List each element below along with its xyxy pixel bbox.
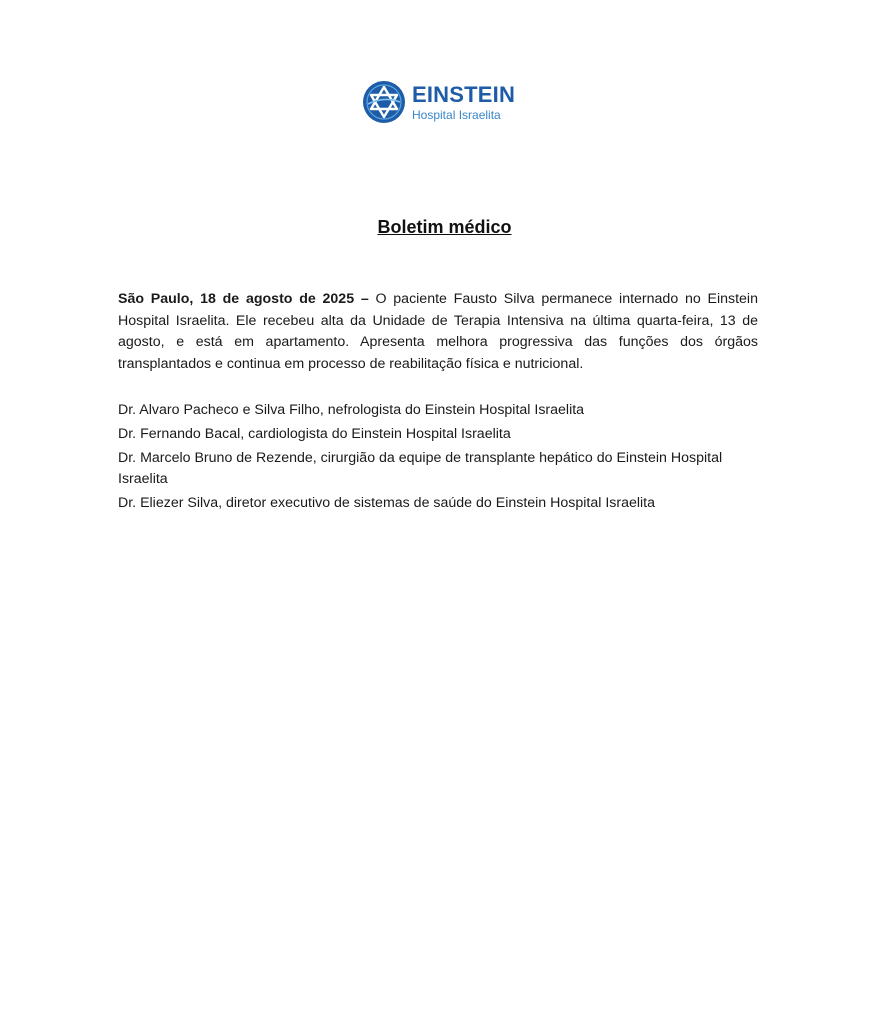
- einstein-logo: [362, 80, 515, 124]
- signature-line: Dr. Fernando Bacal, cardiologista do Einstein Hospital Israelita: [118, 426, 511, 442]
- signature-list: [118, 400, 758, 517]
- signature-line: Dr. Marcelo Bruno de Rezende, cirurgião da equipe de transplante hepático do Einstein Hospital Israelita: [118, 450, 723, 487]
- logo-subtitle: Hospital Israelita: [412, 107, 501, 122]
- logo-name: EINSTEIN: [412, 81, 516, 107]
- bulletin-paragraph: [118, 289, 758, 375]
- signature-line: Dr. Eliezer Silva, diretor executivo de sistemas de saúde do Einstein Hospital Israelita: [118, 495, 656, 511]
- page-title: Boletim médico: [377, 217, 512, 237]
- bulletin-body: O paciente Fausto Silva permanece internado no Einstein Hospital Israelita. Ele recebeu alta da Unidade de Terapia Intensiva na última quarta-feira, 13 de agosto, e está em apartamento. Apresenta melhora progressiva das funções dos órgãos transplantados e continua em processo de reabilitação física e nutricional.: [118, 291, 758, 372]
- bulletin-dateline: São Paulo, 18 de agosto de 2025 –: [118, 291, 369, 307]
- star-of-david-globe-icon: [362, 80, 406, 124]
- signature-line: Dr. Alvaro Pacheco e Silva Filho, nefrologista do Einstein Hospital Israelita: [118, 402, 585, 418]
